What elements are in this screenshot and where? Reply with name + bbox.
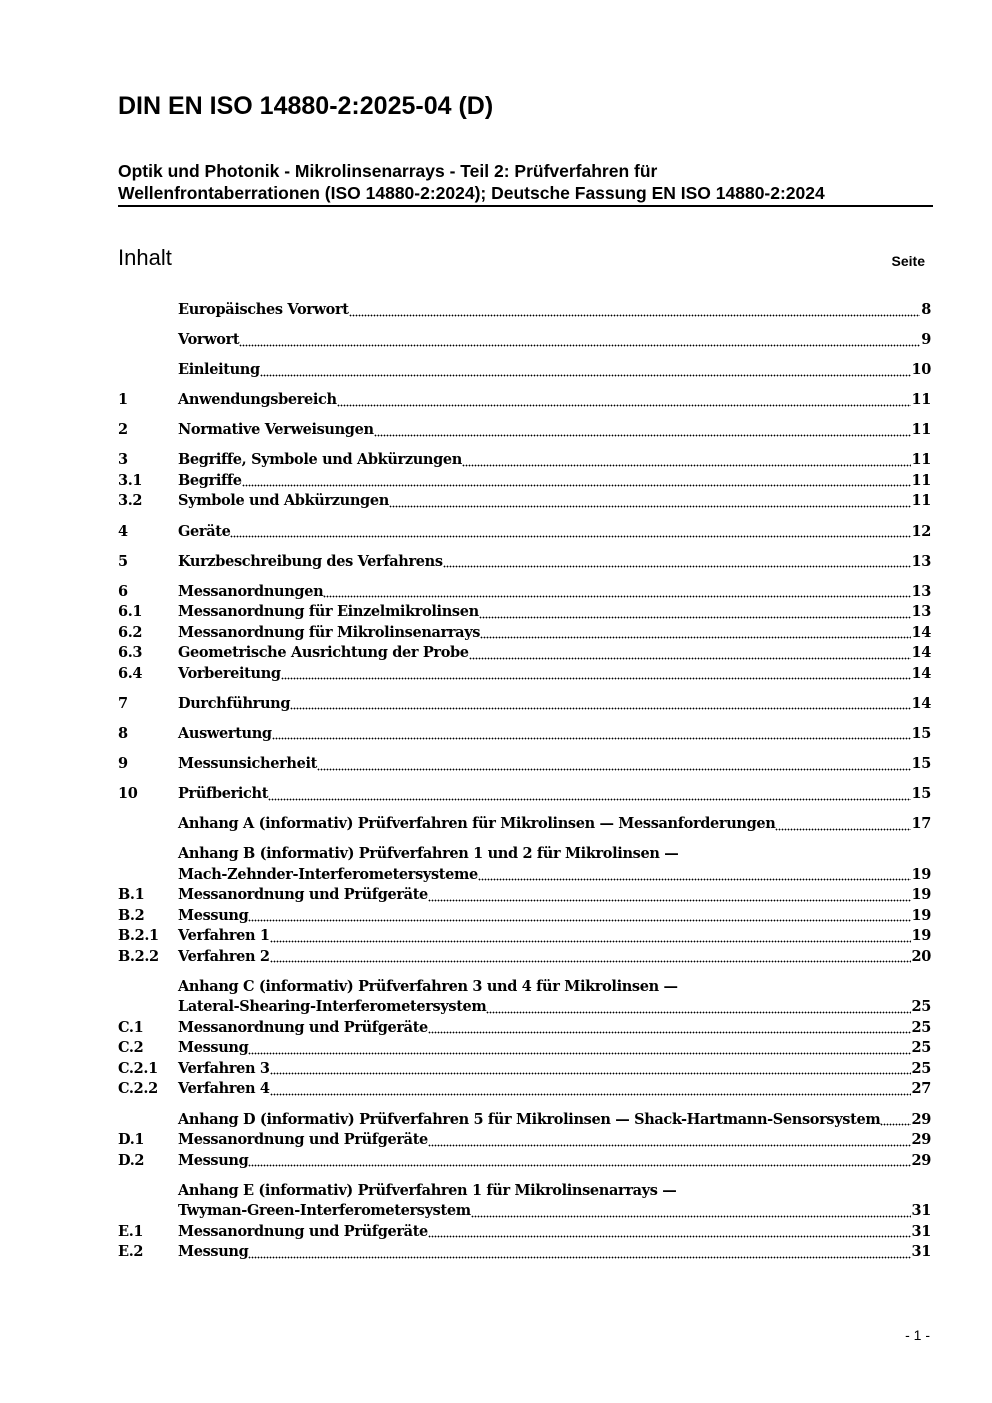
toc-entry-number: 1 xyxy=(118,391,128,409)
toc-entry[interactable] xyxy=(118,330,931,351)
toc-leader-dots xyxy=(290,698,910,710)
document-title: DIN EN ISO 14880-2:2025-04 (D) xyxy=(118,92,494,120)
toc-leader-dots xyxy=(478,869,911,881)
toc-entry[interactable] xyxy=(118,885,931,906)
toc-entry-number: 8 xyxy=(118,724,128,742)
toc-entry-page: 19 xyxy=(911,865,931,883)
toc-entry[interactable] xyxy=(118,1018,931,1039)
toc-entry-page: 14 xyxy=(911,694,931,712)
toc-entry-number: B.2.1 xyxy=(118,927,159,945)
toc-entry-title: Lateral-Shearing-Interferometersystem xyxy=(178,998,487,1016)
toc-entry[interactable] xyxy=(118,1130,931,1151)
toc-group xyxy=(118,420,931,441)
toc-entry[interactable] xyxy=(118,997,931,1018)
toc-group xyxy=(118,1110,931,1172)
toc-leader-dots xyxy=(374,425,911,437)
toc-entry[interactable] xyxy=(118,420,931,441)
toc-entry[interactable] xyxy=(118,360,931,381)
toc-entry[interactable] xyxy=(118,1222,931,1243)
toc-leader-dots xyxy=(479,607,911,619)
toc-leader-dots xyxy=(349,305,921,317)
toc-entry-title: Anwendungsbereich xyxy=(178,391,337,409)
toc-entry-number: 6 xyxy=(118,582,128,600)
page-column-label: Seite xyxy=(891,253,925,269)
toc-entry-page: 29 xyxy=(911,1151,931,1169)
toc-entry-title: Messung xyxy=(178,1151,249,1169)
toc-entry-title: Einleitung xyxy=(178,361,260,379)
toc-group xyxy=(118,360,931,381)
toc-group xyxy=(118,552,931,573)
toc-leader-dots xyxy=(281,668,911,680)
toc-leader-dots xyxy=(268,789,910,801)
toc-group xyxy=(118,694,931,715)
toc-entry[interactable] xyxy=(118,1151,931,1172)
toc-entry[interactable] xyxy=(118,1059,931,1080)
toc-entry-number: 4 xyxy=(118,522,128,540)
toc-entry-page: 13 xyxy=(911,603,931,621)
toc-leader-dots xyxy=(248,1043,910,1055)
toc-group xyxy=(118,522,931,543)
document-subtitle xyxy=(118,160,933,207)
toc-entry-title: Europäisches Vorwort xyxy=(178,301,349,318)
toc-leader-dots xyxy=(270,951,911,963)
toc-entry-page: 11 xyxy=(911,451,931,469)
toc-entry[interactable] xyxy=(118,724,931,745)
toc-entry-title: Verfahren 3 xyxy=(178,1059,270,1077)
toc-entry-title: Auswertung xyxy=(178,724,272,742)
toc-entry-page: 15 xyxy=(911,755,931,773)
toc-entry-page: 19 xyxy=(911,886,931,904)
toc-entry-page: 11 xyxy=(911,471,931,489)
toc-entry-page: 29 xyxy=(911,1131,931,1148)
toc-leader-dots xyxy=(317,759,911,771)
toc-leader-dots xyxy=(443,556,911,568)
toc-group xyxy=(118,330,931,351)
toc-entry-title: Durchführung xyxy=(178,694,291,712)
toc-group xyxy=(118,450,931,512)
toc-entry-page: 11 xyxy=(911,391,931,409)
toc-entry-title: Mach-Zehnder-Interferometersysteme xyxy=(178,865,478,883)
toc-group xyxy=(118,582,931,685)
toc-entry-page: 14 xyxy=(911,644,931,662)
toc-entry-title: Prüfbericht xyxy=(178,785,269,803)
toc-entry-page: 19 xyxy=(911,927,931,945)
toc-entry[interactable] xyxy=(118,623,931,644)
toc-entry-number: B.2 xyxy=(118,906,145,924)
toc-entry-title: Messung xyxy=(178,906,249,924)
toc-entry-number: 10 xyxy=(118,785,138,803)
toc-entry-title: Messunsicherheit xyxy=(178,755,317,773)
toc-entry-number: 9 xyxy=(118,755,128,773)
toc-entry[interactable] xyxy=(118,947,931,968)
toc-entry-number: E.1 xyxy=(118,1222,144,1240)
toc-entry[interactable] xyxy=(118,1242,931,1263)
toc-group xyxy=(118,300,931,321)
page-number: - 1 - xyxy=(905,1327,930,1343)
toc-entry[interactable] xyxy=(118,784,931,805)
toc-entry-page: 8 xyxy=(921,301,931,318)
toc-entry-title: Messung xyxy=(178,1243,249,1261)
toc-entry-page: 29 xyxy=(911,1110,931,1128)
toc-entry[interactable] xyxy=(118,977,931,998)
toc-group xyxy=(118,1181,931,1263)
toc-entry-title: Vorbereitung xyxy=(178,664,281,682)
toc-entry-number: D.1 xyxy=(118,1131,145,1148)
toc-entry[interactable] xyxy=(118,844,931,865)
toc-entry-number: 2 xyxy=(118,421,128,439)
toc-entry-page: 15 xyxy=(911,785,931,803)
toc-group xyxy=(118,844,931,967)
toc-entry-number: 3 xyxy=(118,451,128,469)
toc-entry[interactable] xyxy=(118,1181,931,1202)
toc-entry-title: Kurzbeschreibung des Verfahrens xyxy=(178,552,443,570)
toc-entry-number: B.2.2 xyxy=(118,947,159,965)
toc-leader-dots xyxy=(272,728,911,740)
toc-leader-dots xyxy=(880,1114,910,1126)
toc-entry[interactable] xyxy=(118,754,931,775)
toc-entry-number: 3.1 xyxy=(118,471,143,489)
toc-group xyxy=(118,977,931,1100)
toc-entry-page: 25 xyxy=(911,1059,931,1077)
toc-entry-number: B.1 xyxy=(118,886,145,904)
toc-entry-number: 7 xyxy=(118,694,128,712)
toc-entry-page: 19 xyxy=(911,906,931,924)
toc-entry-title: Anhang D (informativ) Prüfverfahren 5 für Mikrolinsen — Shack-Hartmann-Sensorsystem xyxy=(178,1110,881,1128)
toc-entry[interactable] xyxy=(118,1201,931,1222)
toc-leader-dots xyxy=(480,627,910,639)
toc-entry-page: 9 xyxy=(921,331,931,349)
toc-entry-page: 20 xyxy=(911,947,931,965)
toc-entry-page: 13 xyxy=(911,582,931,600)
toc-leader-dots xyxy=(260,365,911,377)
toc-leader-dots xyxy=(486,1002,910,1014)
toc-entry-title: Verfahren 2 xyxy=(178,947,270,965)
toc-leader-dots xyxy=(248,910,910,922)
contents-heading: Inhalt xyxy=(118,245,172,270)
toc-group xyxy=(118,814,931,835)
toc-entry-title: Twyman-Green-Interferometersystem xyxy=(178,1202,471,1220)
toc-entry-title: Anhang A (informativ) Prüfverfahren für Mikrolinsen — Messanforderungen xyxy=(178,815,776,833)
toc-entry-title: Geräte xyxy=(178,522,231,540)
toc-entry[interactable] xyxy=(118,643,931,664)
toc-entry-title: Begriffe, Symbole und Abkürzungen xyxy=(178,451,462,469)
table-of-contents xyxy=(118,300,931,1272)
toc-entry-title: Messung xyxy=(178,1039,249,1057)
toc-leader-dots xyxy=(428,1022,911,1034)
toc-entry-title: Messanordnung und Prüfgeräte xyxy=(178,1222,428,1240)
toc-entry-page: 27 xyxy=(911,1080,931,1098)
toc-entry-title: Geometrische Ausrichtung der Probe xyxy=(178,644,469,662)
toc-entry[interactable] xyxy=(118,522,931,543)
toc-entry-number: 3.2 xyxy=(118,492,143,510)
toc-entry-title: Normative Verweisungen xyxy=(178,421,374,439)
toc-entry-page: 14 xyxy=(911,623,931,641)
toc-entry-title: Anhang E (informativ) Prüfverfahren 1 für Mikrolinsenarrays — xyxy=(178,1181,677,1199)
toc-leader-dots xyxy=(389,496,911,508)
toc-entry-page: 13 xyxy=(911,552,931,570)
toc-entry[interactable] xyxy=(118,926,931,947)
toc-group xyxy=(118,724,931,745)
toc-entry[interactable] xyxy=(118,300,931,321)
toc-entry-title: Begriffe xyxy=(178,471,242,489)
toc-entry-title: Verfahren 4 xyxy=(178,1080,270,1098)
toc-entry[interactable] xyxy=(118,1110,931,1131)
toc-leader-dots xyxy=(230,526,910,538)
toc-entry-number: 6.4 xyxy=(118,664,143,682)
toc-entry[interactable] xyxy=(118,1038,931,1059)
toc-leader-dots xyxy=(270,931,911,943)
toc-entry-number: 6.3 xyxy=(118,644,143,662)
toc-leader-dots xyxy=(428,1135,911,1147)
toc-entry-title: Messanordnung und Prüfgeräte xyxy=(178,1018,428,1036)
toc-entry-page: 10 xyxy=(911,361,931,379)
toc-entry-page: 25 xyxy=(911,998,931,1016)
toc-entry[interactable] xyxy=(118,906,931,927)
toc-entry-page: 12 xyxy=(911,522,931,540)
toc-group xyxy=(118,754,931,775)
toc-entry-page: 14 xyxy=(911,664,931,682)
toc-leader-dots xyxy=(462,455,911,467)
toc-entry[interactable] xyxy=(118,390,931,411)
toc-entry[interactable] xyxy=(118,582,931,603)
toc-entry-page: 17 xyxy=(911,815,931,833)
toc-entry[interactable] xyxy=(118,1079,931,1100)
toc-entry[interactable] xyxy=(118,602,931,623)
toc-entry[interactable] xyxy=(118,491,931,512)
toc-entry-title: Messanordnung für Einzelmikrolinsen xyxy=(178,603,479,621)
toc-entry-title: Messanordnungen xyxy=(178,582,324,600)
toc-entry-title: Messanordnung für Mikrolinsenarrays xyxy=(178,623,481,641)
toc-leader-dots xyxy=(428,1226,911,1238)
toc-entry[interactable] xyxy=(118,450,931,471)
toc-entry-number: D.2 xyxy=(118,1151,145,1169)
toc-group xyxy=(118,390,931,411)
toc-entry-title: Symbole und Abkürzungen xyxy=(178,492,389,510)
toc-entry-page: 15 xyxy=(911,724,931,742)
toc-entry-title: Messanordnung und Prüfgeräte xyxy=(178,1131,428,1148)
toc-leader-dots xyxy=(239,335,920,347)
subtitle-line-1: Optik und Photonik - Mikrolinsenarrays - Teil 2: Prüfverfahren für xyxy=(118,161,658,181)
toc-leader-dots xyxy=(270,1084,911,1096)
toc-entry-title: Anhang B (informativ) Prüfverfahren 1 und 2 für Mikrolinsen — xyxy=(178,845,679,863)
toc-entry[interactable] xyxy=(118,865,931,886)
toc-entry-number: C.1 xyxy=(118,1018,144,1036)
toc-entry-title: Anhang C (informativ) Prüfverfahren 3 und 4 für Mikrolinsen — xyxy=(178,977,678,995)
toc-entry[interactable] xyxy=(118,552,931,573)
toc-entry-title: Verfahren 1 xyxy=(178,927,270,945)
toc-entry-page: 31 xyxy=(911,1243,931,1261)
toc-entry-page: 25 xyxy=(911,1039,931,1057)
toc-entry[interactable] xyxy=(118,664,931,685)
toc-entry-number: C.2.2 xyxy=(118,1080,158,1098)
toc-entry-number: 6.2 xyxy=(118,623,143,641)
toc-leader-dots xyxy=(248,1155,910,1167)
toc-leader-dots xyxy=(428,890,911,902)
toc-entry-page: 25 xyxy=(911,1018,931,1036)
toc-entry[interactable] xyxy=(118,814,931,835)
toc-entry-number: 6.1 xyxy=(118,603,143,621)
subtitle-line-2: Wellenfrontaberrationen (ISO 14880-2:2024); Deutsche Fassung EN ISO 14880-2:2024 xyxy=(118,183,825,203)
toc-entry-number: 5 xyxy=(118,552,128,570)
toc-entry-title: Vorwort xyxy=(178,331,240,349)
toc-leader-dots xyxy=(469,648,911,660)
toc-entry-page: 31 xyxy=(911,1202,931,1220)
toc-leader-dots xyxy=(471,1206,911,1218)
toc-leader-dots xyxy=(775,819,910,831)
toc-entry[interactable] xyxy=(118,694,931,715)
toc-entry-title: Messanordnung und Prüfgeräte xyxy=(178,886,428,904)
toc-group xyxy=(118,784,931,805)
toc-leader-dots xyxy=(242,475,911,487)
toc-entry-number: C.2.1 xyxy=(118,1059,158,1077)
toc-entry-page: 31 xyxy=(911,1222,931,1240)
toc-entry-page: 11 xyxy=(911,421,931,439)
toc-entry-page: 11 xyxy=(911,492,931,510)
toc-entry-number: C.2 xyxy=(118,1039,144,1057)
toc-leader-dots xyxy=(337,395,911,407)
toc-entry-number: E.2 xyxy=(118,1243,144,1261)
toc-leader-dots xyxy=(323,586,910,598)
toc-entry[interactable] xyxy=(118,471,931,492)
toc-leader-dots xyxy=(248,1247,910,1259)
toc-leader-dots xyxy=(270,1063,911,1075)
